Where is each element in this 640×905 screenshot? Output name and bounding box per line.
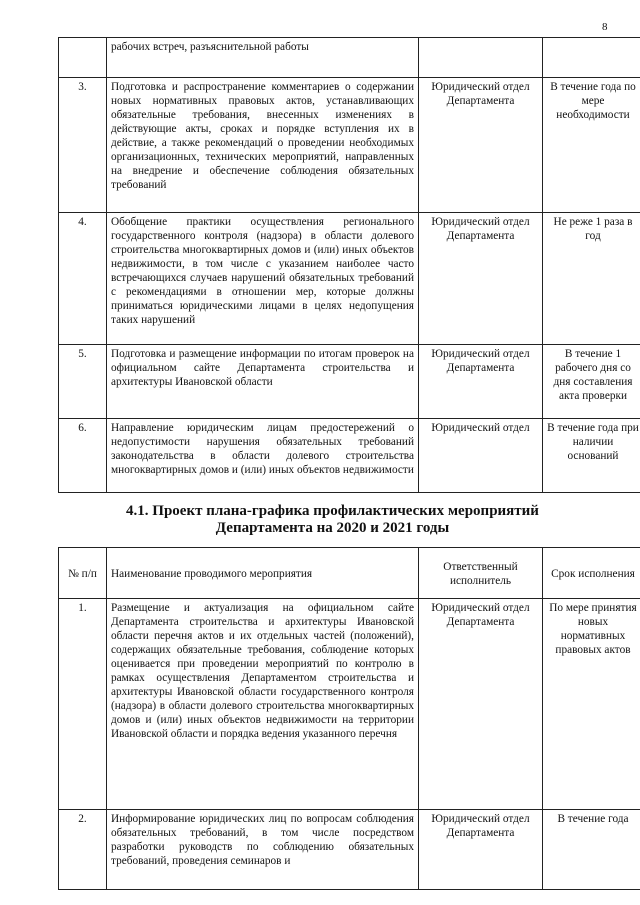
row-deadline: В течение года при наличии оснований	[543, 419, 640, 493]
section-title	[58, 503, 607, 537]
row-responsible	[419, 38, 543, 78]
header-responsible: Ответственный исполнитель	[419, 548, 543, 599]
table-row	[59, 810, 640, 890]
row-action: Обобщение практики осуществления регионального государственного контроля (надзора) в области долевого строительства многоквартирных домов и (или) иных объектов недвижимости, в том числе с указанием наиболее часто встречающихся случаев нарушений обязательных требований с рекомендациями в отношении мер, которые должны приниматься юридическими лицами в целях недопущения таких нарушений	[107, 213, 419, 345]
row-responsible: Юридический отдел Департамента	[419, 213, 543, 345]
page-number: 8	[602, 21, 608, 33]
row-action: Размещение и актуализация на официальном сайте Департамента строительства и архитектуры Ивановской области перечня актов и их отдельных частей (положений), содержащих обязательные требования, соблюдение которых оценивается при проведении мероприятий по контролю в рамках осуществления Департаментом строительства и архитектуры Ивановской области государственного контроля (надзора) в области долевого строительства многоквартирных домов и (или) иных объектов недвижимости на территории Ивановской области и порядка ведения указанного перечня	[107, 599, 419, 810]
plan-table-continued	[58, 37, 640, 493]
header-action: Наименование проводимого мероприятия	[107, 548, 419, 599]
row-deadline	[543, 38, 640, 78]
table-header-row	[59, 548, 640, 599]
row-number	[59, 38, 107, 78]
row-action: Подготовка и распространение комментариев о содержании новых нормативных правовых актов, устанавливающих обязательные требования, внесенных изменениях в действующие акты, сроках и порядке вступления их в действие, а также рекомендаций о проведении необходимых организационных, технических мероприятий, направленных на внедрение и обеспечение соблюдения обязательных требований	[107, 78, 419, 213]
row-responsible: Юридический отдел Департамента	[419, 78, 543, 213]
header-number: № п/п	[59, 548, 107, 599]
row-deadline: Не реже 1 раза в год	[543, 213, 640, 345]
row-action: Подготовка и размещение информации по итогам проверок на официальном сайте Департамента строительства и архитектуры Ивановской области	[107, 345, 419, 419]
table-row	[59, 599, 640, 810]
row-action: Направление юридическим лицам предостережений о недопустимости нарушения обязательных требований законодательства в области долевого строительства многоквартирных домов и (или) иных объектов недвижимости	[107, 419, 419, 493]
table-row	[59, 38, 640, 78]
section-title-line-2: Департамента на 2020 и 2021 годы	[215, 520, 450, 536]
row-responsible: Юридический отдел Департамента	[419, 345, 543, 419]
header-deadline: Срок исполнения	[543, 548, 640, 599]
table-row	[59, 213, 640, 345]
row-number: 1.	[59, 599, 107, 810]
row-action: Информирование юридических лиц по вопросам соблюдения обязательных требований, в том числе посредством разработки руководств по соблюдению обязательных требований, проведения семинаров и	[107, 810, 419, 890]
row-responsible: Юридический отдел	[419, 419, 543, 493]
row-responsible: Юридический отдел Департамента	[419, 810, 543, 890]
row-number: 6.	[59, 419, 107, 493]
table-row	[59, 78, 640, 213]
row-deadline: В течение года по мере необходимости	[543, 78, 640, 213]
row-number: 4.	[59, 213, 107, 345]
plan-schedule-table	[58, 547, 640, 890]
row-number: 3.	[59, 78, 107, 213]
table-row	[59, 345, 640, 419]
row-responsible: Юридический отдел Департамента	[419, 599, 543, 810]
row-action: рабочих встреч, разъяснительной работы	[107, 38, 419, 78]
row-number: 2.	[59, 810, 107, 890]
table-row	[59, 419, 640, 493]
row-deadline: В течение 1 рабочего дня со дня составления акта проверки	[543, 345, 640, 419]
row-deadline: В течение года	[543, 810, 640, 890]
row-deadline: По мере принятия новых нормативных правовых актов	[543, 599, 640, 810]
section-title-line-1: 4.1. Проект плана-графика профилактических мероприятий	[126, 503, 539, 519]
row-number: 5.	[59, 345, 107, 419]
